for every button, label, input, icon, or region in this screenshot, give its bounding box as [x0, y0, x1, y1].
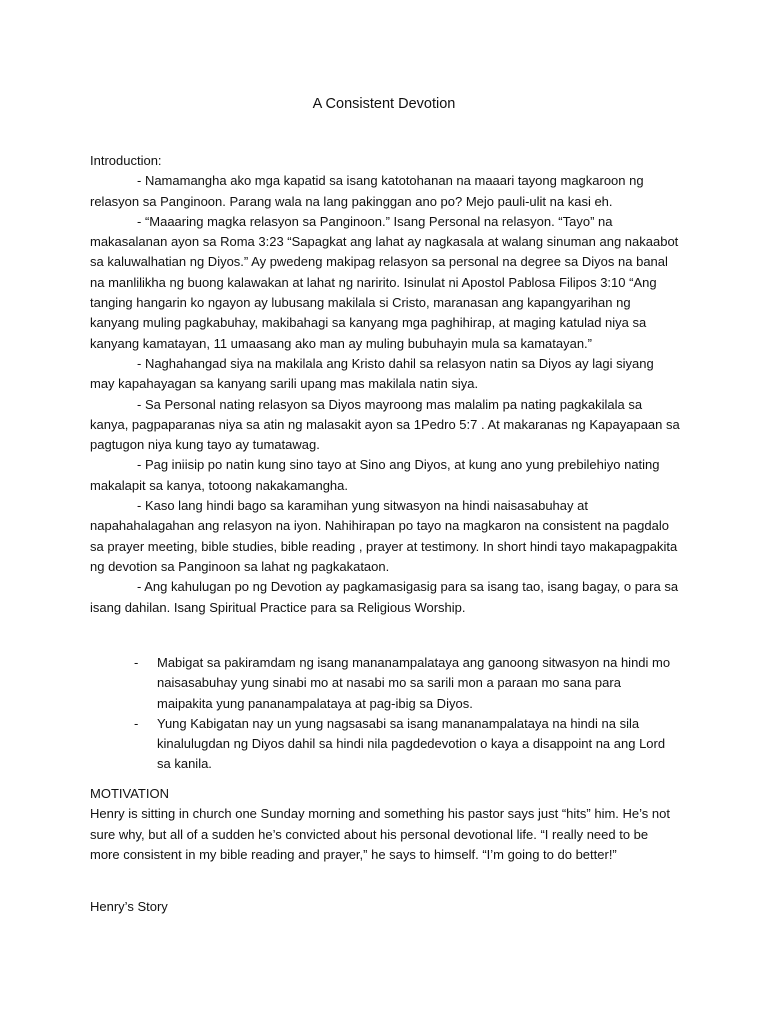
introduction-section: [90, 151, 680, 618]
list-item: [90, 653, 680, 714]
intro-paragraph-1: - Namamangha ako mga kapatid sa isang katotohanan na maaari tayong magkaroon ng relasyon sa Panginoon. Parang wala na lang pakinggan ano po? Mejo pauli-ulit na kasi eh.: [90, 173, 644, 209]
intro-paragraph-6: - Kaso lang hindi bago sa karamihan yung sitwasyon na hindi naisasabuhay at napahahalagahan ang relasyon na iyon. Nahihirapan po tayo na magkaron na consistent na pagdalo sa prayer meeting, bible studies, bible reading , prayer at testimony. In short hindi tayo makapagpakita ng devotion sa Panginoon sa lahat ng pagkakataon.: [90, 498, 678, 574]
motivation-heading: MOTIVATION: [90, 786, 169, 801]
introduction-heading: Introduction:: [90, 153, 162, 168]
motivation-text: Henry is sitting in church one Sunday morning and something his pastor says just “hits” him. He’s not sure why, but all of a sudden he’s convicted about his personal devotional life. “I really need to be more consistent in my bible reading and prayer,” he says to himself. “I’m going to do better!”: [90, 806, 670, 862]
bullet-list: [90, 653, 680, 775]
intro-paragraph-4: - Sa Personal nating relasyon sa Diyos mayroong mas malalim pa nating pagkakilala sa kanya, pagpaparanas niya sa atin ng malasakit ayon sa 1Pedro 5:7 . At makaranas ng Kapayapaan sa pagtugon niya kung tayo ay tumatawag.: [90, 396, 680, 453]
document-title: A Consistent Devotion: [312, 96, 456, 112]
bullet-marker: -: [134, 715, 139, 731]
intro-paragraph-7: - Ang kahulugan po ng Devotion ay pagkamasigasig para sa isang tao, isang bagay, o para sa isang dahilan. Isang Spiritual Practice para sa Religious Worship.: [90, 579, 679, 615]
motivation-section: [90, 784, 680, 865]
bullet-marker: -: [134, 655, 139, 670]
intro-paragraph-2: - “Maaaring magka relasyon sa Panginoon.” Isang Personal na relasyon. “Tayo” na makasalanan ayon sa Roma 3:23 “Sapagkat ang lahat ay nagkasala at walang sinuman ang nakaabot sa kaluwalhatian ng Diyos.” Ay pwedeng makipag relasyon sa personal na degree sa Diyos na banal na manlilikha ng buong kalawakan at lahat ng naririto. Isinulat ni Apostol Pablosa Filipos 3:10 “Ang tanging hangarin ko ngayon ay lubusang makilala si Cristo, maranasan ang kapangyarihan ng kanyang muling pagkabuhay, makibahagi sa kanyang mga paghihirap, at maging katulad niya sa kanyang kamatayan, 11 umaasang ako man ay muling bubuhayin mula sa kamatayan.”: [90, 213, 679, 351]
list-item: [90, 714, 680, 775]
intro-paragraph-5: - Pag iniisip po natin kung sino tayo at Sino ang Diyos, at kung ano yung prebilehiyo nating makalapit sa kanya, totoong nakakamangha.: [90, 457, 660, 493]
bullet-text-2: Yung Kabigatan nay un yung nagsasabi sa isang mananampalataya na hindi na sila kinalulugdan ng Diyos dahil sa hindi nila pagdedevotion o kaya a disappoint na ang Lord sa kanila.: [157, 715, 666, 772]
intro-paragraph-3: - Naghahangad siya na makilala ang Kristo dahil sa relasyon natin sa Diyos ay lagi siyang may kapahayagan sa kanyang sarili upang mas makilala natin siya.: [90, 355, 654, 392]
bullet-text-1: Mabigat sa pakiramdam ng isang mananampalataya ang ganoong sitwasyon na hindi mo naisasabuhay yung sinabi mo at nasabi mo sa sarili mon a paraan mo sana para maipakita yung pananampalataya at pag-ibig sa Diyos.: [157, 655, 671, 711]
story-heading: Henry’s Story: [90, 899, 168, 914]
